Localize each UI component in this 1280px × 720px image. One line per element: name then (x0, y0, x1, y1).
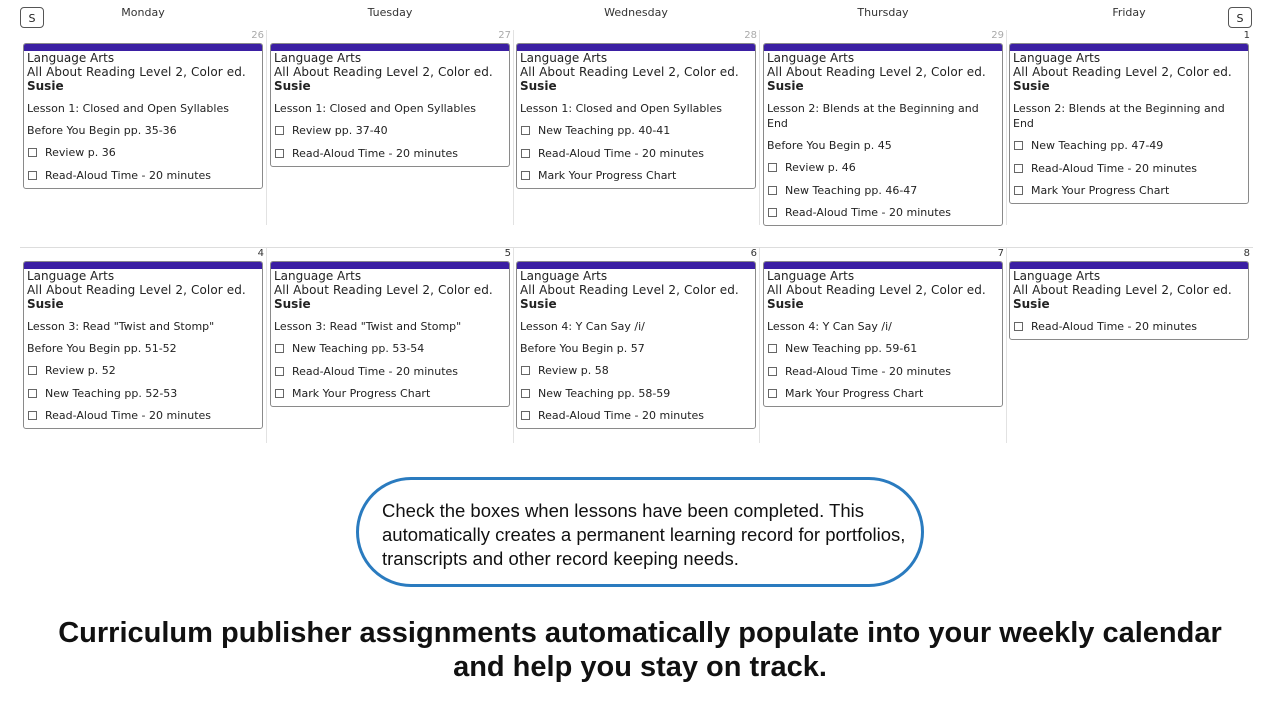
course-title: All About Reading Level 2, Color ed. (767, 283, 986, 297)
day-number: 4 (257, 248, 264, 259)
task-checkbox[interactable] (275, 126, 284, 135)
task-item[interactable] (271, 386, 509, 401)
task-label: New Teaching pp. 52-53 (45, 386, 178, 400)
student-name: Susie (767, 79, 804, 93)
day-number: 1 (1243, 30, 1250, 41)
task-item[interactable] (764, 183, 1002, 198)
task-item[interactable] (1010, 138, 1248, 153)
day-header-wednesday: Wednesday (604, 6, 668, 19)
subject-label: Language Arts (1013, 269, 1101, 283)
subject-label: Language Arts (274, 269, 362, 283)
subject-label: Language Arts (1013, 51, 1101, 65)
assignment-card[interactable] (270, 261, 510, 407)
lesson-title: Lesson 1: Closed and Open Syllables (274, 102, 476, 115)
lesson-note: Before You Begin p. 45 (767, 139, 892, 152)
lesson-note: Before You Begin pp. 51-52 (27, 342, 177, 355)
previous-week-button[interactable]: S (20, 7, 44, 28)
calendar-grid (20, 30, 1253, 442)
lesson-title: Lesson 3: Read "Twist and Stomp" (274, 320, 462, 333)
course-title: All About Reading Level 2, Color ed. (520, 283, 739, 297)
assignment-card[interactable] (23, 261, 263, 429)
subject-label: Language Arts (520, 269, 608, 283)
task-checkbox[interactable] (275, 367, 284, 376)
task-label: Read-Aloud Time - 20 minutes (538, 409, 705, 422)
day-cell (1006, 30, 1252, 225)
task-item[interactable] (24, 408, 262, 423)
subject-label: Language Arts (27, 269, 115, 283)
assignment-card[interactable] (1009, 43, 1249, 204)
task-label: Read-Aloud Time - 20 minutes (1031, 320, 1198, 333)
lesson-title: Lesson 3: Read "Twist and Stomp" (27, 320, 215, 333)
assignment-card[interactable] (516, 261, 756, 429)
day-header-thursday: Thursday (857, 6, 909, 19)
day-number: 5 (504, 248, 511, 259)
task-item[interactable] (1010, 161, 1248, 176)
task-checkbox[interactable] (521, 389, 530, 398)
task-label: New Teaching pp. 59-61 (785, 342, 918, 355)
task-label: Mark Your Progress Chart (1031, 184, 1170, 197)
day-cell (760, 30, 1007, 225)
task-item[interactable] (24, 145, 262, 160)
task-label: New Teaching pp. 46-47 (785, 183, 918, 197)
task-label: Read-Aloud Time - 20 minutes (292, 146, 459, 160)
day-cell (267, 248, 514, 443)
student-name: Susie (27, 297, 64, 311)
day-number: 29 (991, 30, 1004, 41)
card-color-bar (517, 44, 755, 51)
promo-caption: Curriculum publisher assignments automatically populate into your weekly calendar and help you stay on track. (58, 617, 1222, 683)
info-callout (356, 477, 924, 587)
task-checkbox[interactable] (28, 411, 37, 420)
course-title: All About Reading Level 2, Color ed. (27, 65, 246, 79)
student-name: Susie (274, 79, 311, 93)
day-cell (20, 30, 267, 225)
student-name: Susie (27, 79, 64, 93)
course-title: All About Reading Level 2, Color ed. (27, 283, 246, 297)
student-name: Susie (520, 79, 557, 93)
task-checkbox[interactable] (275, 149, 284, 158)
task-label: Read-Aloud Time - 20 minutes (538, 146, 705, 160)
task-checkbox[interactable] (1014, 322, 1023, 331)
task-item[interactable] (24, 386, 262, 401)
day-header-tuesday: Tuesday (367, 6, 413, 19)
lesson-note: Before You Begin p. 57 (520, 342, 645, 355)
task-item[interactable] (1010, 183, 1248, 198)
task-item[interactable] (271, 341, 509, 356)
task-label: Mark Your Progress Chart (785, 387, 924, 400)
lesson-title: Lesson 1: Closed and Open Syllables (27, 102, 229, 115)
card-color-bar (1010, 262, 1248, 269)
lesson-title: Lesson 4: Y Can Say /i/ (520, 320, 645, 333)
course-title: All About Reading Level 2, Color ed. (274, 65, 493, 79)
assignment-card[interactable] (516, 43, 756, 189)
task-checkbox[interactable] (275, 389, 284, 398)
task-checkbox[interactable] (1014, 141, 1023, 150)
task-item[interactable] (517, 146, 755, 161)
day-cell (1006, 248, 1252, 443)
week-row (20, 30, 1253, 240)
card-color-bar (271, 44, 509, 51)
day-number: 28 (744, 30, 757, 41)
task-checkbox[interactable] (275, 344, 284, 353)
student-name: Susie (767, 297, 804, 311)
task-checkbox[interactable] (28, 366, 37, 375)
day-number: 27 (498, 30, 511, 41)
subject-label: Language Arts (767, 51, 855, 65)
task-item[interactable] (517, 408, 755, 423)
card-color-bar (271, 262, 509, 269)
task-item[interactable] (764, 364, 1002, 379)
lesson-title: Lesson 2: Blends at the Beginning and End (767, 102, 979, 130)
card-color-bar (517, 262, 755, 269)
course-title: All About Reading Level 2, Color ed. (767, 65, 986, 79)
day-cell (513, 248, 760, 443)
assignment-card[interactable] (23, 43, 263, 189)
lesson-title: Lesson 2: Blends at the Beginning and End (1013, 102, 1225, 130)
task-label: Read-Aloud Time - 20 minutes (785, 364, 952, 378)
task-checkbox[interactable] (768, 208, 777, 217)
task-item[interactable] (24, 363, 262, 378)
next-week-button[interactable]: S (1228, 7, 1252, 28)
course-title: All About Reading Level 2, Color ed. (274, 283, 493, 297)
card-color-bar (764, 44, 1002, 51)
card-color-bar (24, 262, 262, 269)
task-label: Read-Aloud Time - 20 minutes (785, 206, 952, 219)
task-label: Mark Your Progress Chart (538, 169, 677, 182)
task-label: Read-Aloud Time - 20 minutes (1031, 161, 1198, 175)
task-checkbox[interactable] (768, 367, 777, 376)
task-label: New Teaching pp. 58-59 (538, 386, 671, 400)
card-color-bar (24, 44, 262, 51)
task-item[interactable] (271, 123, 509, 138)
task-item[interactable] (764, 386, 1002, 401)
task-checkbox[interactable] (521, 411, 530, 420)
task-label: Review pp. 37-40 (292, 124, 388, 137)
lesson-note: Before You Begin pp. 35-36 (27, 124, 177, 137)
subject-label: Language Arts (520, 51, 608, 65)
task-item[interactable] (517, 363, 755, 378)
task-item[interactable] (1010, 319, 1248, 334)
assignment-card[interactable] (763, 43, 1003, 226)
task-item[interactable] (271, 364, 509, 379)
assignment-card[interactable] (270, 43, 510, 167)
course-title: All About Reading Level 2, Color ed. (520, 65, 739, 79)
student-name: Susie (520, 297, 557, 311)
assignment-card[interactable] (1009, 261, 1249, 340)
task-checkbox[interactable] (768, 186, 777, 195)
lesson-title: Lesson 1: Closed and Open Syllables (520, 102, 722, 115)
task-label: New Teaching pp. 47-49 (1031, 139, 1164, 152)
week-row (20, 247, 1253, 458)
lesson-title: Lesson 4: Y Can Say /i/ (767, 320, 892, 333)
task-label: Read-Aloud Time - 20 minutes (292, 364, 459, 378)
subject-label: Language Arts (767, 269, 855, 283)
card-color-bar (764, 262, 1002, 269)
task-label: Review p. 52 (45, 364, 116, 377)
day-header-friday: Friday (1112, 6, 1146, 19)
course-title: All About Reading Level 2, Color ed. (1013, 65, 1232, 79)
task-checkbox[interactable] (1014, 186, 1023, 195)
task-checkbox[interactable] (521, 149, 530, 158)
student-name: Susie (274, 297, 311, 311)
day-number: 26 (251, 30, 264, 41)
card-color-bar (1010, 44, 1248, 51)
task-item[interactable] (764, 160, 1002, 175)
task-checkbox[interactable] (768, 344, 777, 353)
callout-text: Check the boxes when lessons have been completed. This automatically creates a permanent learning record for portfolios, transcripts and other record keeping needs. (382, 500, 906, 569)
task-item[interactable] (517, 123, 755, 138)
task-label: Review p. 36 (45, 146, 116, 159)
task-checkbox[interactable] (768, 163, 777, 172)
day-header-monday: Monday (121, 6, 165, 19)
student-name: Susie (1013, 297, 1050, 311)
day-number: 8 (1243, 248, 1250, 259)
task-checkbox[interactable] (28, 148, 37, 157)
task-item[interactable] (271, 146, 509, 161)
day-number: 7 (997, 248, 1004, 259)
weekday-header (20, 6, 1253, 26)
subject-label: Language Arts (27, 51, 115, 65)
day-cell (267, 30, 514, 225)
subject-label: Language Arts (274, 51, 362, 65)
task-label: New Teaching pp. 53-54 (292, 342, 425, 355)
task-checkbox[interactable] (521, 171, 530, 180)
task-item[interactable] (517, 386, 755, 401)
task-label: Review p. 46 (785, 161, 856, 174)
task-label: Read-Aloud Time - 20 minutes (45, 409, 212, 422)
task-checkbox[interactable] (28, 389, 37, 398)
task-checkbox[interactable] (521, 126, 530, 135)
task-checkbox[interactable] (28, 171, 37, 180)
day-cell (513, 30, 760, 225)
task-item[interactable] (764, 205, 1002, 220)
course-title: All About Reading Level 2, Color ed. (1013, 283, 1232, 297)
day-cell (760, 248, 1007, 443)
task-checkbox[interactable] (1014, 164, 1023, 173)
task-label: Mark Your Progress Chart (292, 387, 431, 400)
task-label: Review p. 58 (538, 364, 609, 377)
day-number: 6 (750, 248, 757, 259)
task-label: New Teaching pp. 40-41 (538, 124, 671, 137)
task-item[interactable] (24, 168, 262, 183)
day-cell (20, 248, 267, 443)
assignment-card[interactable] (763, 261, 1003, 407)
student-name: Susie (1013, 79, 1050, 93)
task-checkbox[interactable] (768, 389, 777, 398)
task-label: Read-Aloud Time - 20 minutes (45, 168, 212, 182)
task-item[interactable] (517, 168, 755, 183)
task-checkbox[interactable] (521, 366, 530, 375)
task-item[interactable] (764, 341, 1002, 356)
